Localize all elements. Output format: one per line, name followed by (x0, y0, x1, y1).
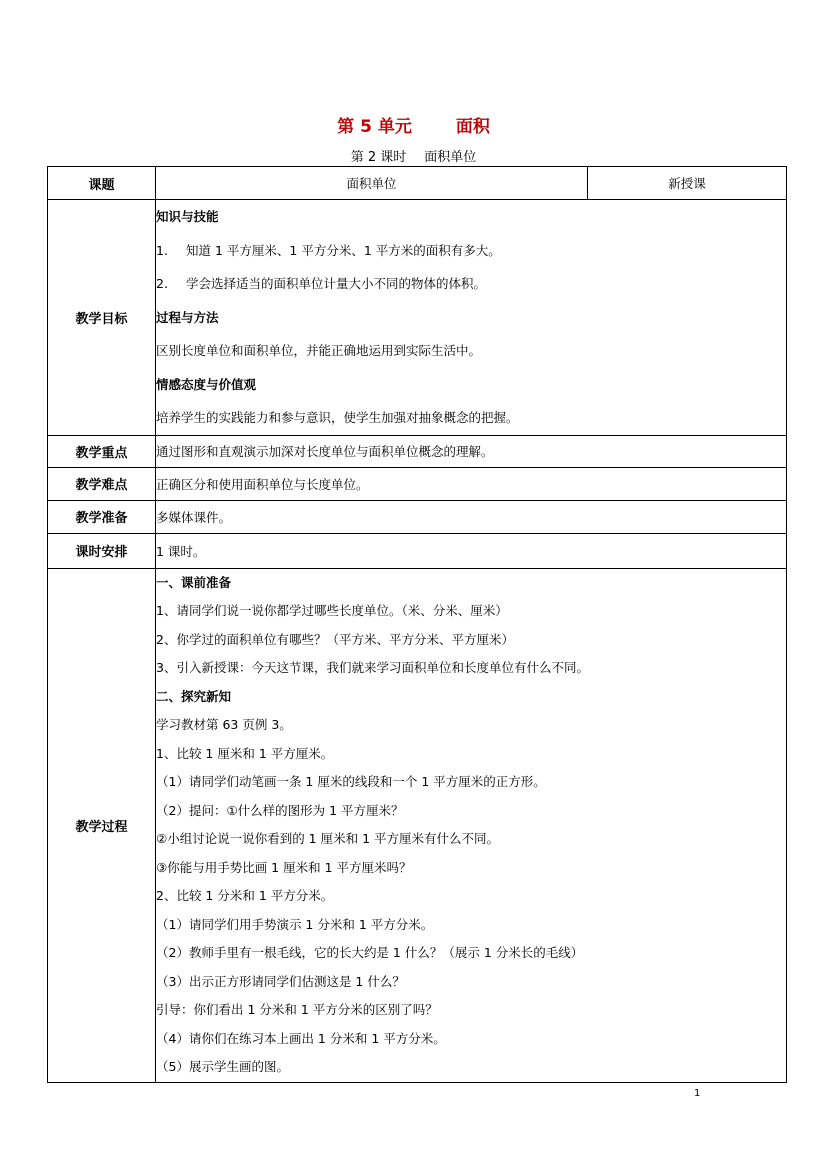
page-number: 1 (694, 1088, 701, 1099)
key-point-text: 通过图形和直观演示加深对长度单位与面积单位概念的理解。 (156, 435, 787, 467)
objective-line (156, 401, 786, 435)
process-line (156, 654, 786, 683)
process-row (48, 568, 787, 1082)
lesson-plan-table (47, 166, 787, 1083)
process-line (156, 911, 786, 940)
objective-text: 培养学生的实践能力和参与意识，使学生加强对抽象概念的把握。 (156, 410, 519, 425)
lesson-number: 第 2 课时 (350, 150, 407, 165)
process-text: （4）请你们在练习本上画出 1 分米和 1 平方分米。 (156, 1030, 446, 1046)
objective-heading (156, 301, 786, 335)
unit-title (0, 112, 827, 137)
objective-item-number: 1. (156, 242, 168, 258)
objective-heading (156, 368, 786, 402)
difficulty-label: 教学难点 (48, 467, 156, 500)
unit-number: 第 5 单元 (337, 117, 412, 137)
objective-line (156, 234, 786, 268)
lesson-name: 面积单位 (424, 150, 477, 165)
process-line (156, 597, 786, 626)
process-text: 二、探究新知 (156, 688, 232, 704)
schedule-label: 课时安排 (48, 533, 156, 568)
process-text: 3、引入新授课：今天这节课，我们就来学习面积单位和长度单位有什么不同。 (156, 660, 589, 675)
process-text: ②小组讨论说一说你看到的 1 厘米和 1 平方厘米有什么不同。 (156, 831, 500, 846)
difficulty-text: 正确区分和使用面积单位与长度单位。 (156, 467, 787, 500)
process-line (156, 825, 786, 854)
objectives-row (48, 200, 787, 436)
objective-heading (156, 200, 786, 234)
objective-text: 学会选择适当的面积单位计量大小不同的物体的体积。 (186, 276, 487, 291)
objective-text: 区别长度单位和面积单位，并能正确地运用到实际生活中。 (156, 343, 482, 358)
difficulty-row (48, 467, 787, 500)
process-line (156, 939, 786, 968)
process-text: （3）出示正方形请同学们估测这是 1 什么？ (156, 973, 405, 989)
process-line (156, 1053, 786, 1082)
objective-item-number: 2. (156, 276, 168, 291)
process-label: 教学过程 (48, 568, 156, 1082)
process-line (156, 711, 786, 740)
process-text: ③你能与用手势比画 1 厘米和 1 平方厘米吗？ (156, 859, 412, 875)
process-line (156, 768, 786, 797)
process-line (156, 854, 786, 883)
process-text: 1、请同学们说一说你都学过哪些长度单位。（米、分米、厘米） (156, 603, 508, 618)
process-text: 一、课前准备 (156, 574, 232, 590)
process-text: （2）教师手里有一根毛线，它的长大约是 1 什么？（展示 1 分米长的毛线） (156, 945, 584, 960)
schedule-text: 1 课时。 (156, 533, 787, 568)
objective-text: 知识与技能 (156, 209, 219, 224)
process-text: 2、你学过的面积单位有哪些？（平方米、平方分米、平方厘米） (156, 631, 514, 647)
preparation-label: 教学准备 (48, 500, 156, 533)
lesson-subtitle (0, 146, 827, 165)
topic-value: 面积单位 (156, 167, 588, 200)
objective-text: 知道 1 平方厘米、1 平方分米、1 平方米的面积有多大。 (186, 242, 501, 258)
preparation-row (48, 500, 787, 533)
process-text: 学习教材第 63 页例 3。 (156, 717, 292, 732)
process-line (156, 626, 786, 655)
process-line (156, 996, 786, 1025)
process-text: 2、比较 1 分米和 1 平方分米。 (156, 888, 334, 903)
key-point-row (48, 435, 787, 467)
process-heading (156, 683, 786, 712)
process-text: 1、比较 1 厘米和 1 平方厘米。 (156, 745, 334, 761)
objectives-content (156, 200, 787, 436)
process-line (156, 740, 786, 769)
process-content (156, 568, 787, 1082)
objective-text: 过程与方法 (156, 309, 219, 325)
process-line (156, 797, 786, 826)
process-text: （2）提问：①什么样的图形为 1 平方厘米？ (156, 802, 404, 818)
process-text: （5）展示学生画的图。 (156, 1059, 289, 1074)
topic-row (48, 167, 787, 200)
process-text: （1）请同学们用手势演示 1 分米和 1 平方分米。 (156, 916, 434, 932)
preparation-text: 多媒体课件。 (156, 500, 787, 533)
lesson-type: 新授课 (588, 167, 787, 200)
topic-label: 课题 (48, 167, 156, 200)
key-point-label: 教学重点 (48, 435, 156, 467)
process-heading (156, 569, 786, 598)
objective-text: 情感态度与价值观 (156, 376, 257, 392)
objectives-label: 教学目标 (48, 200, 156, 436)
unit-topic: 面积 (455, 117, 490, 137)
objective-line (156, 267, 786, 301)
schedule-row (48, 533, 787, 568)
process-text: （1）请同学们动笔画一条 1 厘米的线段和一个 1 平方厘米的正方形。 (156, 774, 546, 789)
process-text: 引导：你们看出 1 分米和 1 平方分米的区别了吗？ (156, 1002, 438, 1017)
process-line (156, 968, 786, 997)
process-line (156, 882, 786, 911)
process-line (156, 1025, 786, 1054)
objective-line (156, 334, 786, 368)
